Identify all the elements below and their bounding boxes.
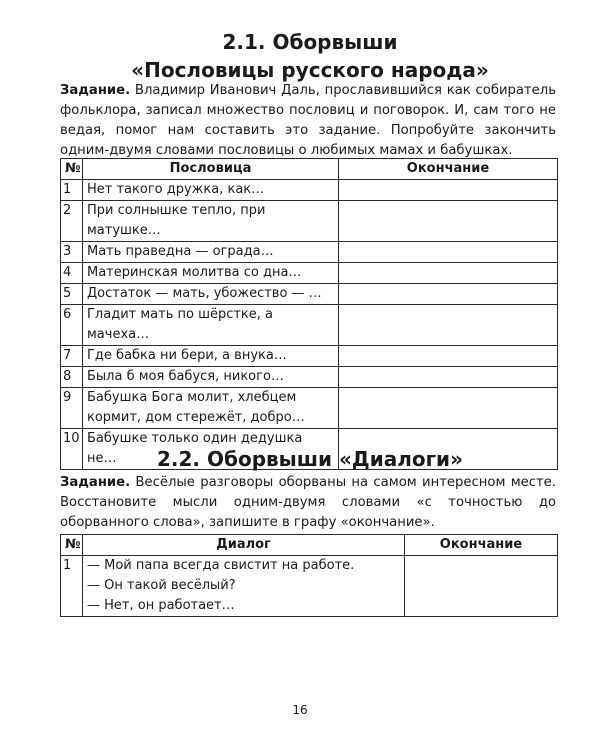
ending-cell[interactable] — [339, 346, 558, 367]
section2-task-text: Весёлые разговоры оборваны на самом интересном месте. Восстановите мысли одним-двумя словами «с точностью до оборванного слова», запишите в графу «окончание». — [60, 475, 556, 530]
proverb-row — [61, 263, 558, 284]
row-text: Бабушка Бога молит, хлебцем кормит, дом стережёт, добро… — [83, 388, 339, 429]
column-header-proverb: Пословица — [83, 159, 339, 180]
column-header-dialog: Диалог — [83, 535, 405, 556]
proverbs-table — [60, 158, 558, 470]
section1-task-text: Владимир Иванович Даль, прославившийся как собиратель фольклора, записал множество пословиц и поговорок. И, сам того не ведая, помог нам составить это задание. Попробуйте закончить одним-двумя словами пословицы о любимых мамах и бабушках. — [60, 83, 556, 158]
row-number: 1 — [61, 556, 83, 617]
section1-task — [60, 81, 556, 161]
row-text: Нет такого дружка, как… — [83, 180, 339, 201]
proverb-row — [61, 346, 558, 367]
column-header-number: № — [61, 159, 83, 180]
ending-cell[interactable] — [339, 284, 558, 305]
proverb-row — [61, 367, 558, 388]
column-header-ending: Окончание — [405, 535, 558, 556]
row-text: — Мой папа всегда свистит на работе. — Он такой весёлый? — Нет, он работает… — [83, 556, 405, 617]
proverb-row — [61, 284, 558, 305]
row-text: Мать праведна — ограда… — [83, 242, 339, 263]
ending-cell[interactable] — [339, 180, 558, 201]
ending-cell[interactable] — [339, 263, 558, 284]
column-header-number: № — [61, 535, 83, 556]
row-number: 4 — [61, 263, 83, 284]
section1-task-label: Задание. — [60, 83, 131, 98]
row-number: 9 — [61, 388, 83, 429]
row-text: Бабушке только один дедушка не… — [83, 429, 339, 470]
proverbs-header-row — [61, 159, 558, 180]
dialogs-header-row — [61, 535, 558, 556]
page-number: 16 — [292, 703, 308, 717]
row-number: 2 — [61, 201, 83, 242]
row-number: 6 — [61, 305, 83, 346]
row-number: 5 — [61, 284, 83, 305]
proverb-row — [61, 388, 558, 429]
row-number: 3 — [61, 242, 83, 263]
ending-cell[interactable] — [339, 367, 558, 388]
proverb-row — [61, 242, 558, 263]
ending-cell[interactable] — [339, 242, 558, 263]
section2-task-label: Задание. — [60, 475, 131, 490]
row-number: 1 — [61, 180, 83, 201]
row-text: Гладит мать по шёрстке, а мачеха… — [83, 305, 339, 346]
ending-cell[interactable] — [405, 556, 558, 617]
dialogs-table — [60, 534, 558, 617]
section1-title-line1: 2.1. Оборвыши — [222, 30, 398, 54]
ending-cell[interactable] — [339, 201, 558, 242]
proverb-row — [61, 201, 558, 242]
row-text: Где бабка ни бери, а внука… — [83, 346, 339, 367]
section2-title: 2.2. Оборвыши «Диалоги» — [157, 447, 463, 471]
row-number: 8 — [61, 367, 83, 388]
dialogs-body — [61, 556, 558, 617]
ending-cell[interactable] — [339, 388, 558, 429]
section2-task — [60, 473, 556, 533]
row-text: Была б моя бабуся, никого… — [83, 367, 339, 388]
dialog-row — [61, 556, 558, 617]
row-number: 7 — [61, 346, 83, 367]
column-header-ending: Окончание — [339, 159, 558, 180]
proverb-row — [61, 180, 558, 201]
proverbs-body — [61, 180, 558, 470]
row-number: 10 — [61, 429, 83, 470]
proverb-row — [61, 305, 558, 346]
row-text: При солнышке тепло, при матушке… — [83, 201, 339, 242]
row-text: Материнская молитва со дна… — [83, 263, 339, 284]
section1-title-line2: «Пословицы русского народа» — [131, 58, 489, 82]
ending-cell[interactable] — [339, 305, 558, 346]
row-text: Достаток — мать, убожество — … — [83, 284, 339, 305]
